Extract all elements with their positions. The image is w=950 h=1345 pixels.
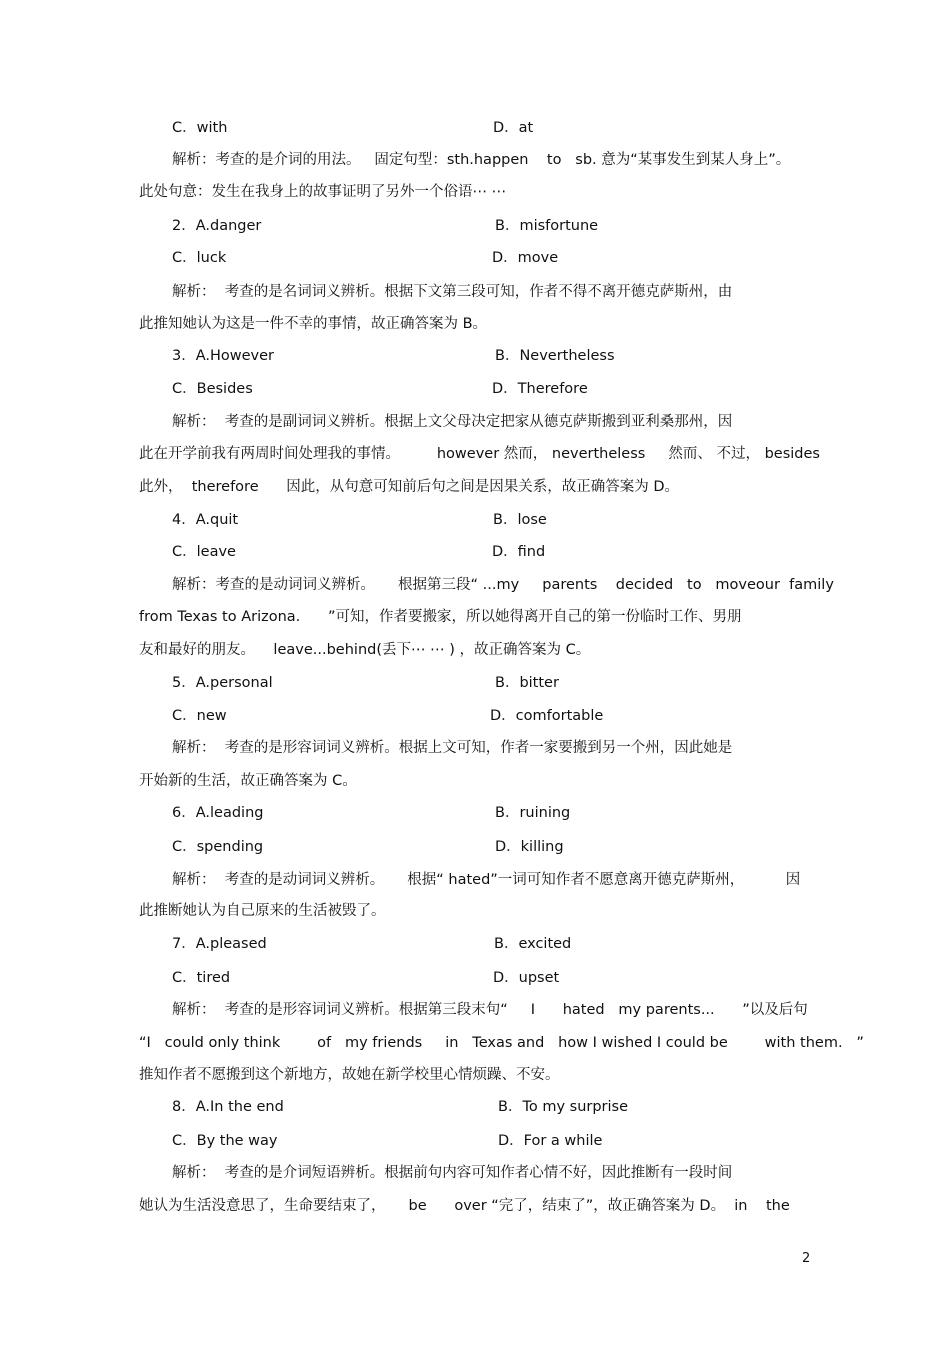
option-c-q1: C．with (172, 120, 228, 136)
analysis-q1-line2: 此处句意：发生在我身上的故事证明了另外一个俗语⋯ ⋯ (139, 184, 507, 200)
option-a-q5: 5．A.personal (172, 675, 273, 691)
option-c-q5: C．new (172, 708, 227, 724)
analysis-q7-line2: “I could only think of my friends in Texas and how I wished I could be with them. ” (139, 1035, 864, 1051)
analysis-q2-line1: 解析： 考查的是名词词义辨析。根据下文第三段可知，作者不得不离开德克萨斯州，由 (172, 284, 733, 300)
option-a-q6: 6．A.leading (172, 805, 264, 821)
option-d-q3: D．Therefore (492, 381, 588, 397)
option-b-q3: B．Nevertheless (495, 348, 615, 364)
analysis-q5-line1: 解析： 考查的是形容词词义辨析。根据上文可知，作者一家要搬到另一个州，因此她是 (172, 740, 733, 756)
analysis-q6-line1: 解析： 考查的是动词词义辨析。 根据“ hated”一词可知作者不愿意离开德克萨斯州， 因 (172, 872, 801, 888)
option-a-q8: 8．A.In the end (172, 1099, 284, 1115)
analysis-q3-line1: 解析： 考查的是副词词义辨析。根据上文父母决定把家从德克萨斯搬到亚利桑那州，因 (172, 414, 733, 430)
analysis-q6-line2: 此推断她认为自己原来的生活被毁了。 (139, 903, 386, 919)
analysis-q3-line3: 此外， therefore 因此，从句意可知前后句之间是因果关系，故正确答案为 D。 (139, 479, 680, 495)
analysis-q3-line2: 此在开学前我有两周时间处理我的事情。 however 然而， nevertheless 然而、 不过， besides (139, 446, 820, 462)
analysis-q7-line3: 推知作者不愿搬到这个新地方，故她在新学校里心情烦躁、不安。 (139, 1067, 560, 1083)
option-b-q8: B．To my surprise (498, 1099, 629, 1115)
option-b-q5: B．bitter (495, 675, 559, 691)
page-number: 2 (802, 1251, 811, 1266)
option-d-q2: D．move (492, 250, 559, 266)
option-a-q3: 3．A.However (172, 348, 275, 364)
option-d-q5: D．comfortable (490, 708, 604, 724)
analysis-q1-line1: 解析：考查的是介词的用法。 固定句型：sth.happen to sb. 意为“某事发生到某人身上”。 (172, 152, 791, 168)
option-a-q4: 4．A.quit (172, 512, 239, 528)
option-b-q7: B．excited (494, 936, 572, 952)
option-c-q8: C．By the way (172, 1133, 278, 1149)
option-c-q3: C．Besides (172, 381, 253, 397)
option-d-q1: D．at (493, 120, 534, 136)
option-c-q4: C．leave (172, 544, 236, 560)
option-d-q4: D．find (492, 544, 546, 560)
analysis-q8-line1: 解析： 考查的是介词短语辨析。根据前句内容可知作者心情不好，因此推断有一段时间 (172, 1165, 733, 1181)
option-c-q6: C．spending (172, 839, 264, 855)
analysis-q8-line2: 她认为生活没意思了，生命要结束了， be over “完了，结束了”，故正确答案为 D。 in the (139, 1198, 790, 1214)
analysis-q4-line2: from Texas to Arizona. ”可知，作者要搬家，所以她得离开自己的第一份临时工作、男朋 (139, 609, 742, 625)
option-d-q8: D．For a while (498, 1133, 603, 1149)
option-d-q7: D．upset (493, 970, 560, 986)
option-c-q7: C．tired (172, 970, 231, 986)
analysis-q7-line1: 解析： 考查的是形容词词义辨析。根据第三段末句“ I hated my parents... ”以及后句 (172, 1002, 808, 1018)
analysis-q4-line1: 解析：考查的是动词词义辨析。 根据第三段“ ...my parents decided to moveour family (172, 577, 834, 593)
option-a-q2: 2．A.danger (172, 218, 262, 234)
option-c-q2: C．luck (172, 250, 227, 266)
analysis-q4-line3: 友和最好的朋友。 leave...behind(丢下⋯ ⋯ ) ，故正确答案为 C。 (139, 642, 591, 658)
option-b-q4: B．lose (493, 512, 547, 528)
option-b-q2: B．misfortune (495, 218, 599, 234)
analysis-q5-line2: 开始新的生活，故正确答案为 C。 (139, 773, 357, 789)
option-d-q6: D．killing (495, 839, 564, 855)
option-a-q7: 7．A.pleased (172, 936, 267, 952)
option-b-q6: B．ruining (495, 805, 571, 821)
analysis-q2-line2: 此推知她认为这是一件不幸的事情，故正确答案为 B。 (139, 316, 488, 332)
